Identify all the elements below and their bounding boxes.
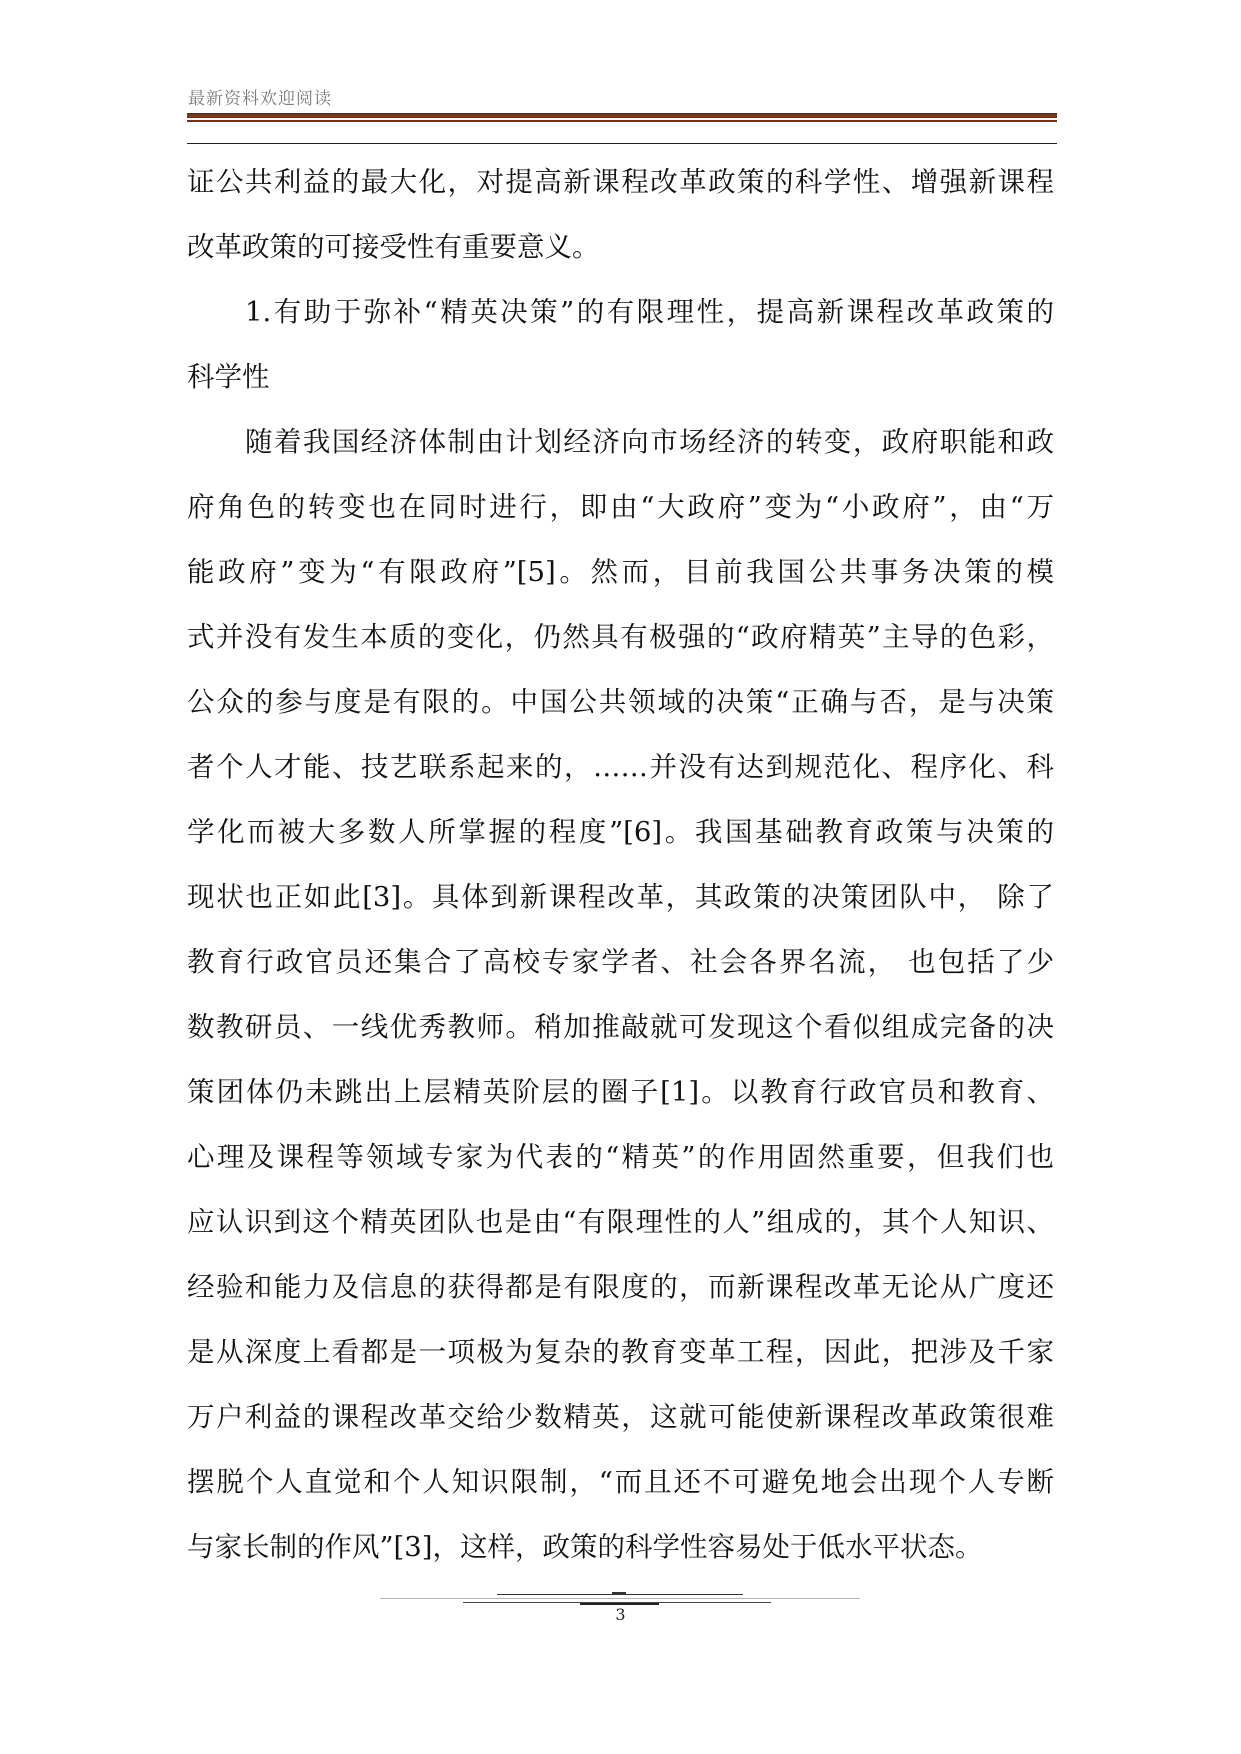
header-rule-black [187,143,1057,144]
body-line: 策团体仍未跳出上层精英阶层的圈子[1]。以教育行政官员和教育、 [187,1076,1054,1108]
page-header-title: 最新资料欢迎阅读 [188,89,332,109]
body-line: 能政府”变为“有限政府”[5]。然而，目前我国公共事务决策的模 [187,556,1054,588]
body-line: 府角色的转变也在同时进行，即由“大政府”变为“小政府”，由“万 [187,491,1054,523]
page-number: 3 [615,1605,626,1624]
body-line: 随着我国经济体制由计划经济向市场经济的转变，政府职能和政 [245,426,1054,458]
body-line: 与家长制的作风”[3]，这样，政策的科学性容易处于低水平状态。 [187,1531,983,1563]
body-line: 者个人才能、技艺联系起来的，……并没有达到规范化、程序化、科 [187,751,1054,783]
footer-rule [612,1592,626,1594]
footer-rule [497,1594,743,1595]
body-line: 经验和能力及信息的获得都是有限度的，而新课程改革无论从广度还 [187,1271,1054,1303]
body-line: 式并没有发生本质的变化，仍然具有极强的“政府精英”主导的色彩， [187,621,1054,653]
body-line: 是从深度上看都是一项极为复杂的教育变革工程，因此，把涉及千家 [187,1336,1054,1368]
header-rule-thick [187,113,1057,118]
body-line: 应认识到这个精英团队也是由“有限理性的人”组成的，其个人知识、 [187,1206,1054,1238]
section-heading-line: 1.有助于弥补“精英决策”的有限理性，提高新课程改革政策的 [245,296,1054,328]
body-line: 现状也正如此[3]。具体到新课程改革，其政策的决策团队中， 除了 [187,881,1054,913]
section-heading-line: 科学性 [187,361,270,393]
footer-rule [380,1598,860,1599]
body-line: 学化而被大多数人所掌握的程度”[6]。我国基础教育政策与决策的 [187,816,1054,848]
body-line: 数教研员、一线优秀教师。稍加推敲就可发现这个看似组成完备的决 [187,1011,1054,1043]
body-line: 证公共利益的最大化，对提高新课程改革政策的科学性、增强新课程 [187,166,1054,198]
body-line: 心理及课程等领域专家为代表的“精英”的作用固然重要，但我们也 [187,1141,1054,1173]
body-line: 改革政策的可接受性有重要意义。 [187,231,600,263]
body-line: 摆脱个人直觉和个人知识限制，“而且还不可避免地会出现个人专断 [187,1466,1054,1498]
body-line: 教育行政官员还集合了高校专家学者、社会各界名流， 也包括了少 [187,946,1054,978]
body-line: 公众的参与度是有限的。中国公共领域的决策“正确与否，是与决策 [187,686,1054,718]
body-line: 万户利益的课程改革交给少数精英，这就可能使新课程改革政策很难 [187,1401,1054,1433]
document-body [187,150,1054,1580]
header-rule-thin [187,120,1057,122]
